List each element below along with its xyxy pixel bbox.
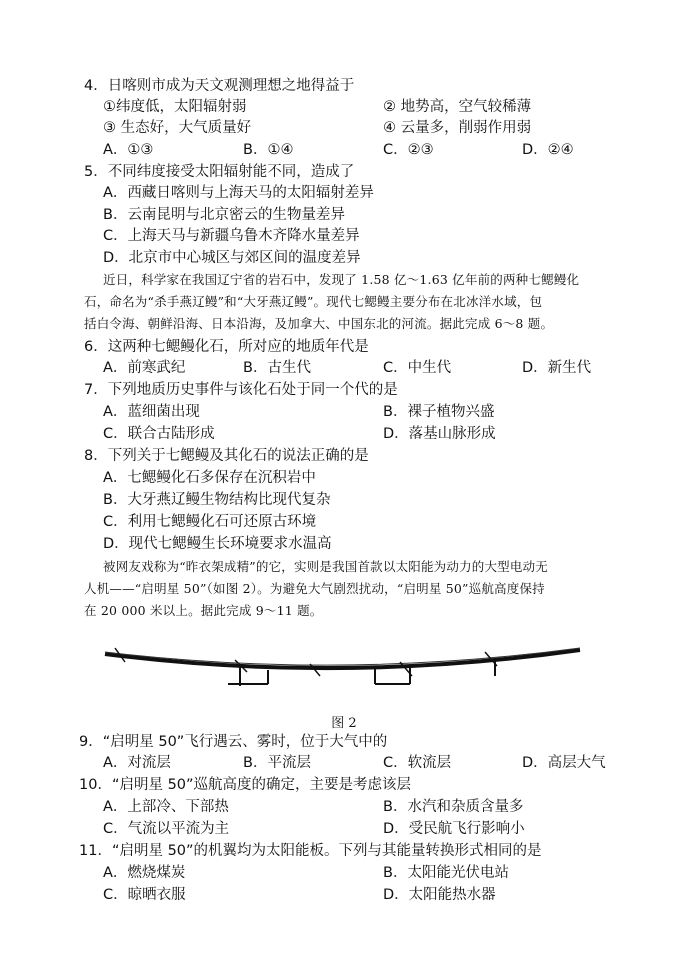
- q7-choice-a: A．蓝细菌出现: [103, 404, 200, 420]
- q10-choice-d: D．受民航飞行影响小: [383, 821, 525, 837]
- q4-item-2: ② 地势高，空气较稀薄: [383, 99, 532, 115]
- q6-choice-a: A．前寒武纪: [103, 360, 186, 376]
- question-11-stem: 11．“启明星 50”的机翼均为太阳能板。下列与其能量转换形式相同的是: [79, 843, 542, 859]
- q8-choice-c: C．利用七鳃鳗化石可还原古环境: [103, 514, 317, 530]
- q5-choice-c: C．上海天马与新疆乌鲁木齐降水量差异: [103, 228, 360, 244]
- q11-choice-a: A．燃烧煤炭: [103, 865, 186, 881]
- q10-choice-a: A．上部冷、下部热: [103, 799, 229, 815]
- question-4-stem: 4．日喀则市成为天文观测理想之地得益于: [84, 78, 355, 94]
- q10-choice-c: C．气流以平流为主: [103, 821, 230, 837]
- q6-choice-b: B．古生代: [243, 360, 311, 376]
- passage-1-line-1: 近日，科学家在我国辽宁省的岩石中，发现了 1.58 亿～1.63 亿年前的两种七鳃鳗化: [103, 272, 580, 287]
- q10-choice-b: B．水汽和杂质含量多: [383, 799, 524, 815]
- q8-choice-a: A．七鳃鳗化石多保存在沉积岩中: [103, 470, 316, 486]
- q4-item-3: ③ 生态好，大气质量好: [103, 120, 252, 136]
- q11-choice-d: D．太阳能热水器: [383, 887, 496, 903]
- q9-choice-a: A．对流层: [103, 755, 171, 771]
- q6-choice-d: D．新生代: [522, 360, 592, 376]
- q8-choice-b: B．大牙燕辽鳗生物结构比现代复杂: [103, 492, 331, 508]
- q5-choice-a: A．西藏日喀则与上海天马的太阳辐射差异: [103, 185, 374, 201]
- q8-choice-d: D．现代七鳃鳗生长环境要求水温高: [103, 536, 332, 552]
- q6-choice-c: C．中生代: [383, 360, 452, 376]
- passage-1-line-2: 石，命名为“杀手燕辽鳗”和“大牙燕辽鳗”。现代七鳃鳗主要分布在北冰洋水域，包: [84, 294, 543, 309]
- question-6-stem: 6．这两种七鳃鳗化石，所对应的地质年代是: [84, 339, 369, 355]
- passage-2-line-3: 在 20 000 米以上。据此完成 9～11 题。: [84, 603, 323, 618]
- q7-choice-b: B．裸子植物兴盛: [383, 404, 495, 420]
- passage-2-line-1: 被网友戏称为“昨衣架成精”的它，实则是我国首款以太阳能为动力的大型电动无: [103, 559, 548, 574]
- question-8-stem: 8．下列关于七鳃鳗及其化石的说法正确的是: [84, 448, 369, 464]
- figure-caption: 图 2: [331, 716, 357, 731]
- q7-choice-c: C．联合古陆形成: [103, 426, 215, 442]
- q5-choice-d: D．北京市中心城区与郊区间的温度差异: [103, 250, 361, 266]
- question-7-stem: 7．下列地质历史事件与该化石处于同一个代的是: [84, 382, 398, 398]
- q11-choice-c: C．晾晒衣服: [103, 887, 186, 903]
- q4-choice-b: B．①④: [243, 142, 294, 158]
- passage-1-line-3: 括白令海、朝鲜沿海、日本沿海，及加拿大、中国东北的河流。据此完成 6～8 题。: [84, 316, 554, 331]
- q9-choice-c: C．软流层: [383, 755, 452, 771]
- q4-item-4: ④ 云量多，削弱作用弱: [383, 120, 532, 136]
- question-10-stem: 10．“启明星 50”巡航高度的确定，主要是考虑该层: [79, 777, 412, 793]
- q11-choice-b: B．太阳能光伏电站: [383, 865, 509, 881]
- passage-2-line-2: 人机——“启明星 50”（如图 2）。为避免大气剧烈扰动，“启明星 50”巡航高度保持: [84, 581, 545, 596]
- q7-choice-d: D．落基山脉形成: [383, 426, 496, 442]
- q9-choice-b: B．平流层: [243, 755, 311, 771]
- q4-item-1: ①纬度低，太阳辐射弱: [103, 99, 247, 115]
- q4-choice-c: C．②③: [383, 142, 434, 158]
- question-5-stem: 5．不同纬度接受太阳辐射能不同，造成了: [84, 164, 355, 180]
- q4-choice-a: A．①③: [103, 142, 154, 158]
- solar-drone-figure: [100, 640, 585, 702]
- question-9-stem: 9．“启明星 50”飞行遇云、雾时，位于大气中的: [79, 734, 388, 750]
- q9-choice-d: D．高层大气: [522, 755, 606, 771]
- q4-choice-d: D．②④: [522, 142, 574, 158]
- q5-choice-b: B．云南昆明与北京密云的生物量差异: [103, 207, 345, 223]
